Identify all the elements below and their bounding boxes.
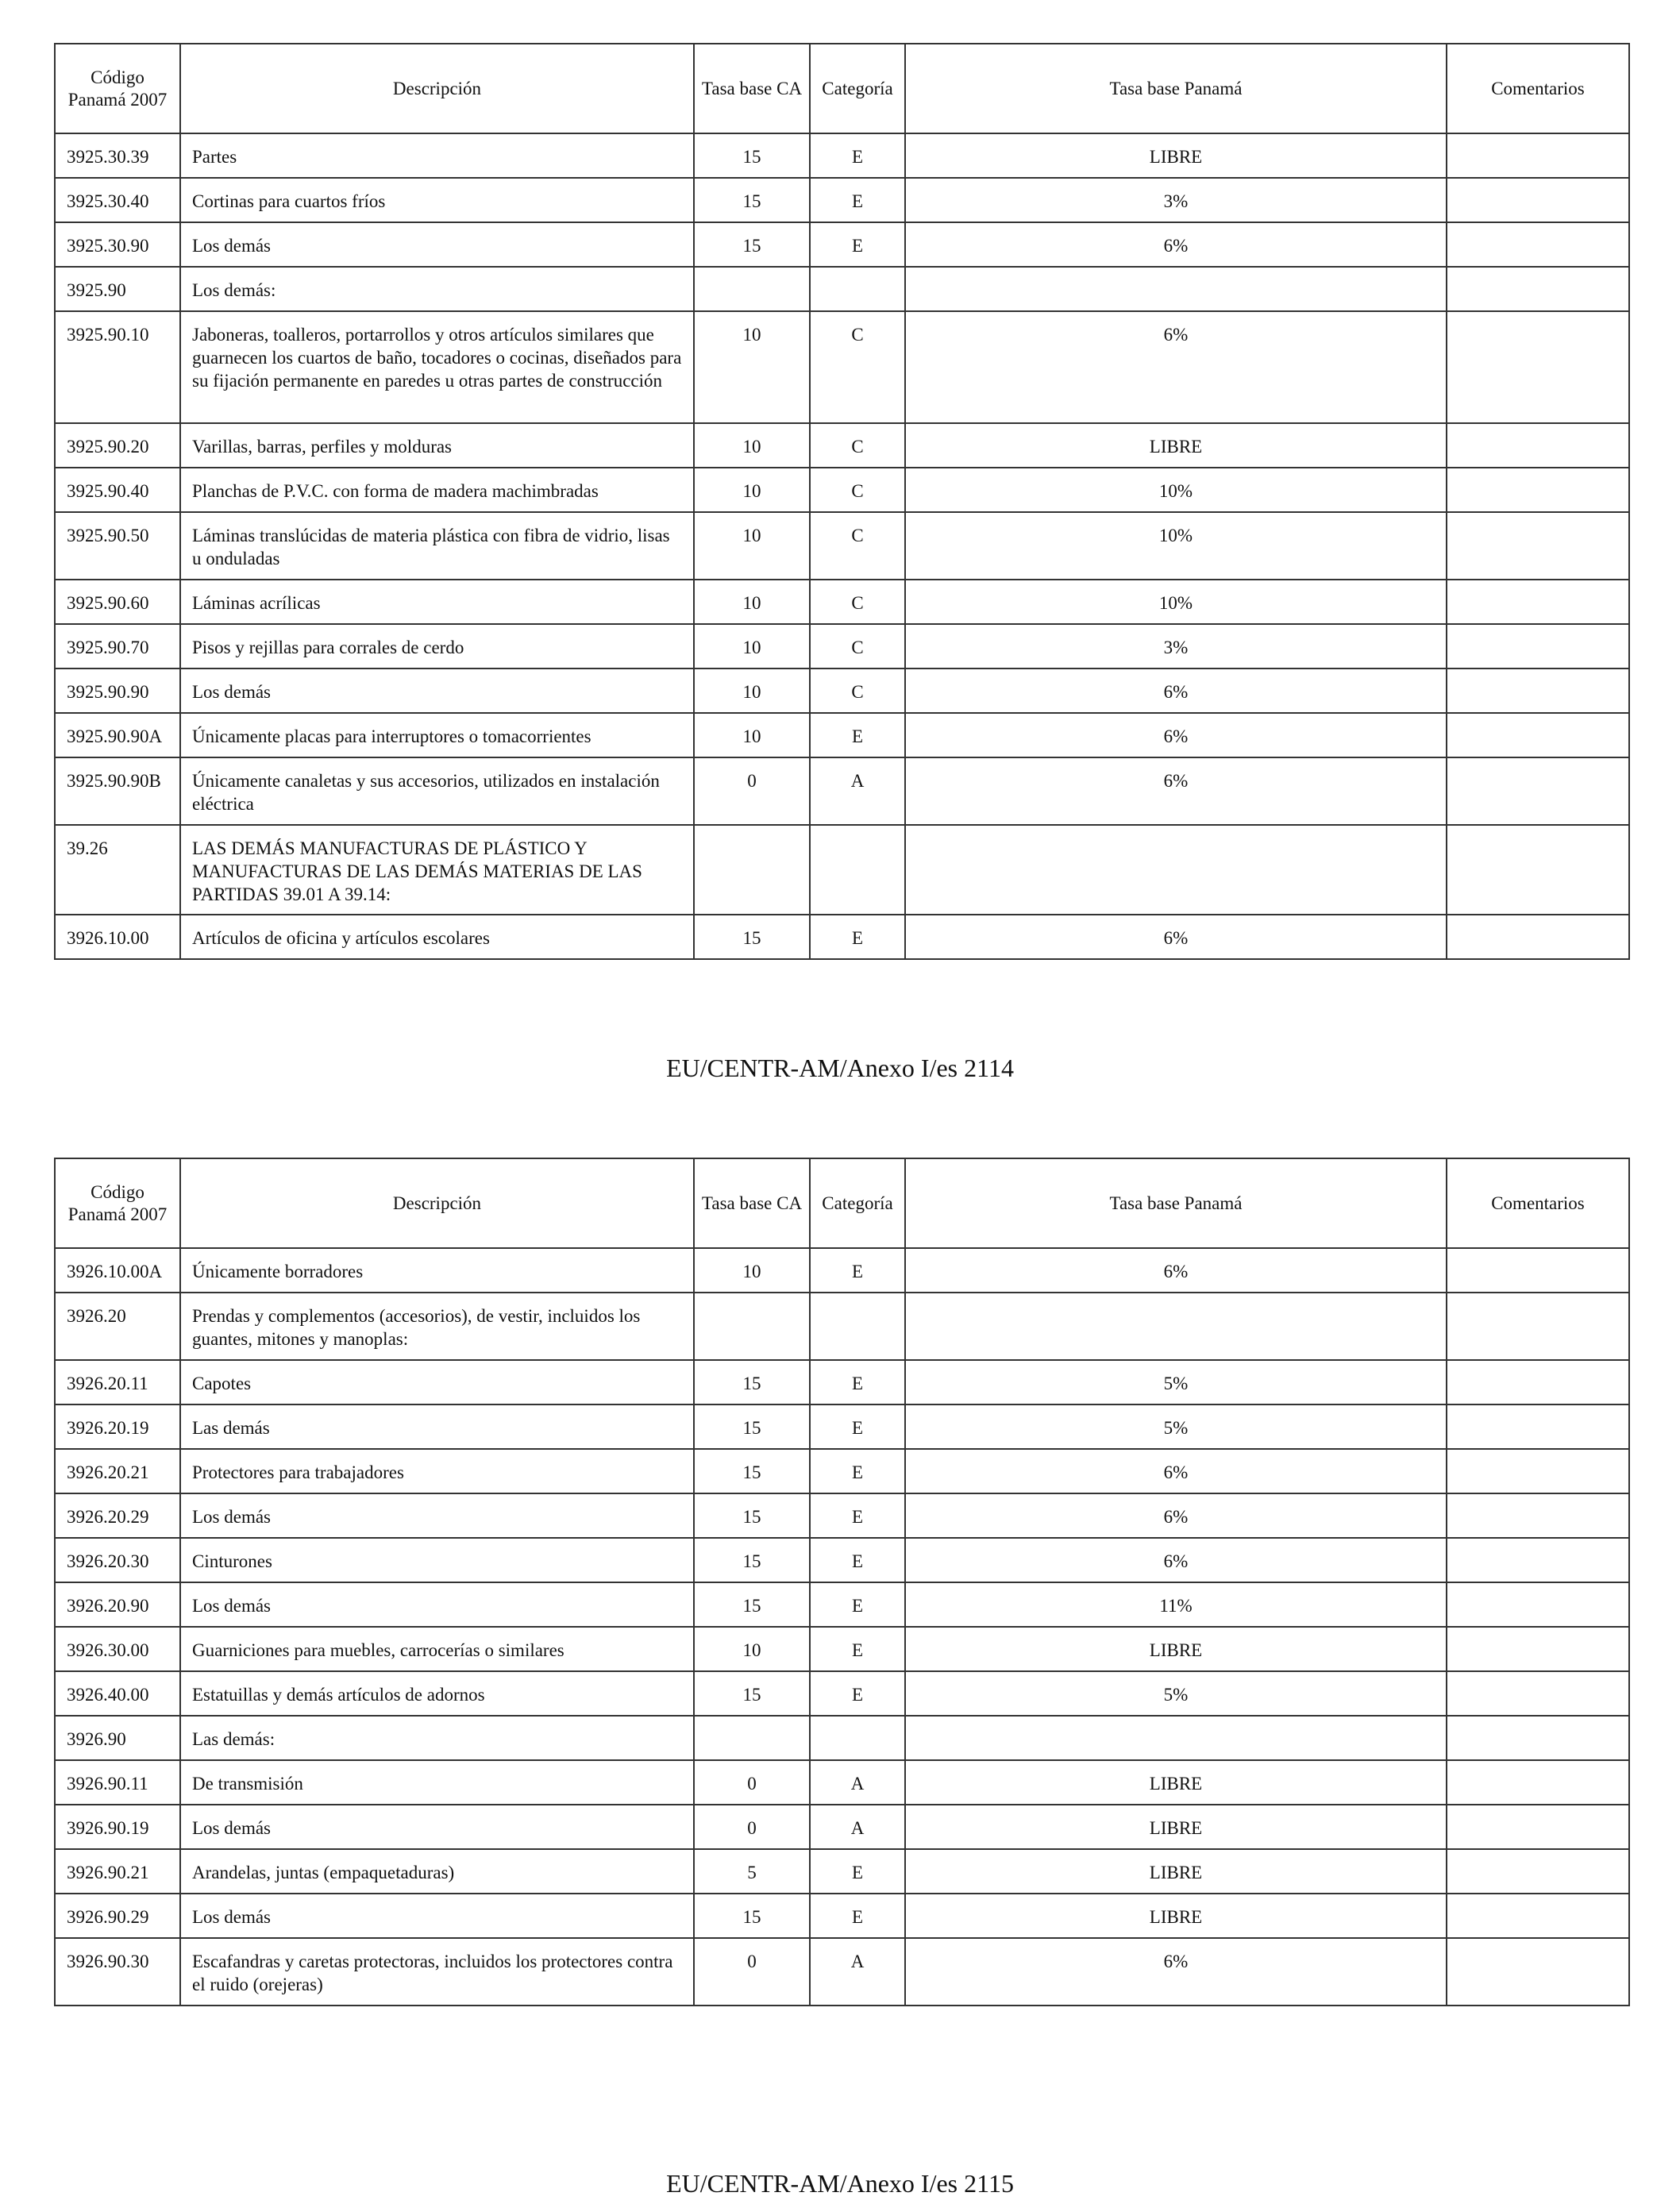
cell-code: 3925.30.40: [55, 178, 180, 222]
cell-comments: [1447, 757, 1629, 825]
cell-comments: [1447, 1538, 1629, 1582]
page-footer: EU/CENTR-AM/Anexo I/es 2115: [666, 2169, 1014, 2198]
table-row: [55, 1938, 1629, 2006]
cell-category: E: [810, 1449, 905, 1493]
cell-code: 3925.90.70: [55, 624, 180, 669]
cell-category: A: [810, 757, 905, 825]
cell-code: 3926.30.00: [55, 1627, 180, 1671]
cell-description: Arandelas, juntas (empaquetaduras): [180, 1849, 694, 1894]
cell-category: C: [810, 311, 905, 423]
cell-code: 3926.20.30: [55, 1538, 180, 1582]
cell-code: 3926.10.00: [55, 915, 180, 959]
header-comments: Comentarios: [1447, 1158, 1629, 1248]
cell-category: A: [810, 1805, 905, 1849]
header-rate-panama: Tasa base Panamá: [905, 1158, 1447, 1248]
cell-category: E: [810, 1582, 905, 1627]
cell-category: E: [810, 222, 905, 267]
cell-rate-panama: 6%: [905, 915, 1447, 959]
cell-rate-ca: 5: [694, 1849, 810, 1894]
table-row: [55, 1248, 1629, 1293]
cell-rate-panama: 10%: [905, 512, 1447, 580]
cell-rate-ca: 15: [694, 222, 810, 267]
cell-category: E: [810, 133, 905, 178]
table-row: [55, 713, 1629, 757]
cell-rate-ca: 10: [694, 423, 810, 468]
cell-rate-panama: 6%: [905, 669, 1447, 713]
cell-rate-panama: LIBRE: [905, 1627, 1447, 1671]
cell-comments: [1447, 1894, 1629, 1938]
cell-category: C: [810, 580, 905, 624]
cell-comments: [1447, 1360, 1629, 1404]
cell-category: E: [810, 713, 905, 757]
cell-description: Jaboneras, toalleros, portarrollos y otros artículos similares que guarnecen los cuartos de baño, tocadores o cocinas, diseñados para su fijación permanente en paredes u otras partes de construcción: [180, 311, 694, 423]
cell-rate-panama: 10%: [905, 468, 1447, 512]
cell-rate-panama: 3%: [905, 624, 1447, 669]
cell-code: 3925.90.60: [55, 580, 180, 624]
cell-category: E: [810, 1248, 905, 1293]
cell-category: E: [810, 178, 905, 222]
cell-category: C: [810, 468, 905, 512]
cell-category: E: [810, 1404, 905, 1449]
table-row: [55, 1582, 1629, 1627]
header-rate-ca: Tasa base CA: [694, 1158, 810, 1248]
cell-rate-ca: 0: [694, 1760, 810, 1805]
cell-rate-ca: 10: [694, 580, 810, 624]
cell-code: 3925.30.90: [55, 222, 180, 267]
cell-description: Los demás: [180, 669, 694, 713]
cell-code: 3926.20.21: [55, 1449, 180, 1493]
cell-rate-ca: 0: [694, 1938, 810, 2006]
cell-comments: [1447, 1449, 1629, 1493]
cell-rate-panama: [905, 1293, 1447, 1360]
cell-comments: [1447, 468, 1629, 512]
table-row: [55, 1716, 1629, 1760]
cell-category: C: [810, 624, 905, 669]
cell-comments: [1447, 915, 1629, 959]
cell-rate-ca: 15: [694, 1582, 810, 1627]
cell-category: [810, 267, 905, 311]
cell-rate-ca: 0: [694, 1805, 810, 1849]
cell-rate-panama: 11%: [905, 1582, 1447, 1627]
cell-description: Los demás: [180, 1805, 694, 1849]
cell-rate-panama: 3%: [905, 178, 1447, 222]
table-row: [55, 178, 1629, 222]
cell-description: Partes: [180, 133, 694, 178]
cell-rate-ca: [694, 1716, 810, 1760]
table-row: [55, 1404, 1629, 1449]
cell-category: C: [810, 512, 905, 580]
table-row: [55, 1849, 1629, 1894]
cell-comments: [1447, 624, 1629, 669]
cell-description: Artículos de oficina y artículos escolares: [180, 915, 694, 959]
cell-rate-ca: [694, 825, 810, 915]
cell-comments: [1447, 825, 1629, 915]
header-rate-ca: Tasa base CA: [694, 44, 810, 133]
cell-code: 3925.90.90B: [55, 757, 180, 825]
cell-description: Escafandras y caretas protectoras, incluidos los protectores contra el ruido (orejeras): [180, 1938, 694, 2006]
cell-comments: [1447, 1760, 1629, 1805]
cell-comments: [1447, 423, 1629, 468]
cell-description: Los demás: [180, 1894, 694, 1938]
table-row: [55, 1760, 1629, 1805]
cell-category: [810, 1716, 905, 1760]
cell-code: 3925.90.90: [55, 669, 180, 713]
table-row: [55, 1805, 1629, 1849]
header-category: Categoría: [810, 1158, 905, 1248]
cell-code: 39.26: [55, 825, 180, 915]
cell-rate-panama: [905, 825, 1447, 915]
cell-category: C: [810, 669, 905, 713]
cell-code: 3926.40.00: [55, 1671, 180, 1716]
cell-comments: [1447, 1849, 1629, 1894]
cell-code: 3925.90: [55, 267, 180, 311]
table-row: [55, 669, 1629, 713]
cell-description: Los demás: [180, 1493, 694, 1538]
cell-rate-ca: 15: [694, 915, 810, 959]
cell-code: 3926.90.29: [55, 1894, 180, 1938]
cell-rate-panama: 6%: [905, 1248, 1447, 1293]
cell-rate-panama: [905, 1716, 1447, 1760]
cell-rate-panama: [905, 267, 1447, 311]
cell-comments: [1447, 1627, 1629, 1671]
cell-rate-panama: LIBRE: [905, 1760, 1447, 1805]
cell-rate-panama: 6%: [905, 1938, 1447, 2006]
cell-description: Los demás: [180, 222, 694, 267]
cell-comments: [1447, 1404, 1629, 1449]
cell-category: E: [810, 1360, 905, 1404]
table-header-row: [55, 44, 1629, 133]
cell-rate-panama: 6%: [905, 311, 1447, 423]
cell-category: E: [810, 1538, 905, 1582]
table-row: [55, 580, 1629, 624]
cell-comments: [1447, 178, 1629, 222]
cell-description: De transmisión: [180, 1760, 694, 1805]
cell-code: 3926.90.19: [55, 1805, 180, 1849]
table-row: [55, 1449, 1629, 1493]
cell-rate-ca: 15: [694, 1360, 810, 1404]
cell-rate-ca: [694, 267, 810, 311]
cell-rate-ca: 15: [694, 1671, 810, 1716]
cell-code: 3926.20.29: [55, 1493, 180, 1538]
cell-rate-panama: 6%: [905, 1538, 1447, 1582]
cell-category: [810, 825, 905, 915]
cell-comments: [1447, 1248, 1629, 1293]
cell-comments: [1447, 1582, 1629, 1627]
cell-rate-ca: 15: [694, 1894, 810, 1938]
table-row: [55, 1671, 1629, 1716]
cell-description: Capotes: [180, 1360, 694, 1404]
table-row: [55, 624, 1629, 669]
cell-description: Los demás: [180, 1582, 694, 1627]
cell-rate-ca: 10: [694, 1627, 810, 1671]
cell-category: C: [810, 423, 905, 468]
cell-description: Las demás:: [180, 1716, 694, 1760]
cell-description: Planchas de P.V.C. con forma de madera machimbradas: [180, 468, 694, 512]
cell-code: 3926.90.21: [55, 1849, 180, 1894]
cell-rate-ca: 10: [694, 624, 810, 669]
table-row: [55, 1538, 1629, 1582]
cell-rate-panama: LIBRE: [905, 423, 1447, 468]
header-category: Categoría: [810, 44, 905, 133]
cell-rate-ca: 15: [694, 1493, 810, 1538]
cell-code: 3926.20.90: [55, 1582, 180, 1627]
cell-code: 3925.90.10: [55, 311, 180, 423]
cell-rate-panama: 5%: [905, 1404, 1447, 1449]
cell-rate-panama: LIBRE: [905, 1849, 1447, 1894]
cell-rate-panama: 5%: [905, 1360, 1447, 1404]
cell-category: E: [810, 1627, 905, 1671]
header-description: Descripción: [180, 44, 694, 133]
cell-rate-ca: 10: [694, 713, 810, 757]
cell-description: Varillas, barras, perfiles y molduras: [180, 423, 694, 468]
cell-description: Únicamente borradores: [180, 1248, 694, 1293]
cell-rate-ca: 10: [694, 669, 810, 713]
table-row: [55, 1293, 1629, 1360]
cell-rate-ca: 15: [694, 1449, 810, 1493]
cell-description: Las demás: [180, 1404, 694, 1449]
header-code: Código Panamá 2007: [55, 44, 180, 133]
cell-category: A: [810, 1938, 905, 2006]
cell-code: 3926.20: [55, 1293, 180, 1360]
cell-code: 3925.90.50: [55, 512, 180, 580]
table-row: [55, 267, 1629, 311]
cell-rate-panama: 6%: [905, 1493, 1447, 1538]
header-comments: Comentarios: [1447, 44, 1629, 133]
cell-comments: [1447, 267, 1629, 311]
cell-rate-ca: 10: [694, 512, 810, 580]
cell-comments: [1447, 669, 1629, 713]
cell-rate-panama: 6%: [905, 222, 1447, 267]
header-description: Descripción: [180, 1158, 694, 1248]
cell-description: Láminas translúcidas de materia plástica con fibra de vidrio, lisas u onduladas: [180, 512, 694, 580]
cell-rate-panama: 10%: [905, 580, 1447, 624]
cell-category: E: [810, 1849, 905, 1894]
cell-rate-ca: 15: [694, 1538, 810, 1582]
cell-description: Pisos y rejillas para corrales de cerdo: [180, 624, 694, 669]
cell-description: LAS DEMÁS MANUFACTURAS DE PLÁSTICO Y MANUFACTURAS DE LAS DEMÁS MATERIAS DE LAS PARTIDAS 39.01 A 39.14:: [180, 825, 694, 915]
table-row: [55, 1493, 1629, 1538]
cell-category: E: [810, 1671, 905, 1716]
cell-comments: [1447, 1938, 1629, 2006]
cell-description: Protectores para trabajadores: [180, 1449, 694, 1493]
cell-code: 3926.10.00A: [55, 1248, 180, 1293]
table-row: [55, 512, 1629, 580]
cell-comments: [1447, 1293, 1629, 1360]
cell-description: Únicamente canaletas y sus accesorios, utilizados en instalación eléctrica: [180, 757, 694, 825]
cell-description: Prendas y complementos (accesorios), de vestir, incluidos los guantes, mitones y manoplas:: [180, 1293, 694, 1360]
cell-code: 3926.90: [55, 1716, 180, 1760]
cell-category: E: [810, 1493, 905, 1538]
header-code: Código Panamá 2007: [55, 1158, 180, 1248]
cell-comments: [1447, 512, 1629, 580]
header-rate-panama: Tasa base Panamá: [905, 44, 1447, 133]
cell-description: Únicamente placas para interruptores o tomacorrientes: [180, 713, 694, 757]
cell-rate-ca: 15: [694, 178, 810, 222]
table-row: [55, 1894, 1629, 1938]
cell-rate-panama: LIBRE: [905, 133, 1447, 178]
cell-rate-ca: [694, 1293, 810, 1360]
table-row: [55, 311, 1629, 423]
cell-rate-ca: 15: [694, 133, 810, 178]
table-row: [55, 222, 1629, 267]
cell-comments: [1447, 1805, 1629, 1849]
cell-description: Los demás:: [180, 267, 694, 311]
table-row: [55, 1360, 1629, 1404]
cell-rate-ca: 0: [694, 757, 810, 825]
cell-comments: [1447, 1716, 1629, 1760]
cell-description: Guarniciones para muebles, carrocerías o similares: [180, 1627, 694, 1671]
cell-rate-panama: 6%: [905, 713, 1447, 757]
cell-rate-ca: 10: [694, 468, 810, 512]
cell-code: 3926.90.30: [55, 1938, 180, 2006]
table-row: [55, 423, 1629, 468]
cell-rate-panama: 6%: [905, 1449, 1447, 1493]
table-row: [55, 915, 1629, 959]
cell-description: Cortinas para cuartos fríos: [180, 178, 694, 222]
cell-comments: [1447, 222, 1629, 267]
cell-rate-panama: LIBRE: [905, 1805, 1447, 1849]
cell-code: 3926.20.19: [55, 1404, 180, 1449]
cell-comments: [1447, 1493, 1629, 1538]
cell-rate-panama: 5%: [905, 1671, 1447, 1716]
cell-code: 3925.90.20: [55, 423, 180, 468]
cell-code: 3925.30.39: [55, 133, 180, 178]
table-row: [55, 757, 1629, 825]
cell-code: 3925.90.90A: [55, 713, 180, 757]
cell-comments: [1447, 580, 1629, 624]
cell-comments: [1447, 1671, 1629, 1716]
tariff-table-page-2114: [54, 43, 1630, 960]
cell-category: A: [810, 1760, 905, 1805]
cell-comments: [1447, 311, 1629, 423]
table-row: [55, 825, 1629, 915]
cell-category: [810, 1293, 905, 1360]
table-header-row: [55, 1158, 1629, 1248]
tariff-table-page-2115: [54, 1158, 1630, 2006]
cell-description: Estatuillas y demás artículos de adornos: [180, 1671, 694, 1716]
cell-description: Láminas acrílicas: [180, 580, 694, 624]
cell-category: E: [810, 1894, 905, 1938]
table-row: [55, 1627, 1629, 1671]
cell-comments: [1447, 713, 1629, 757]
cell-code: 3926.90.11: [55, 1760, 180, 1805]
cell-comments: [1447, 133, 1629, 178]
cell-rate-ca: 15: [694, 1404, 810, 1449]
cell-rate-panama: LIBRE: [905, 1894, 1447, 1938]
page-footer: EU/CENTR-AM/Anexo I/es 2114: [666, 1054, 1014, 1082]
cell-rate-ca: 10: [694, 1248, 810, 1293]
cell-code: 3926.20.11: [55, 1360, 180, 1404]
cell-description: Cinturones: [180, 1538, 694, 1582]
cell-rate-ca: 10: [694, 311, 810, 423]
cell-category: E: [810, 915, 905, 959]
table-row: [55, 133, 1629, 178]
cell-rate-panama: 6%: [905, 757, 1447, 825]
cell-code: 3925.90.40: [55, 468, 180, 512]
table-row: [55, 468, 1629, 512]
